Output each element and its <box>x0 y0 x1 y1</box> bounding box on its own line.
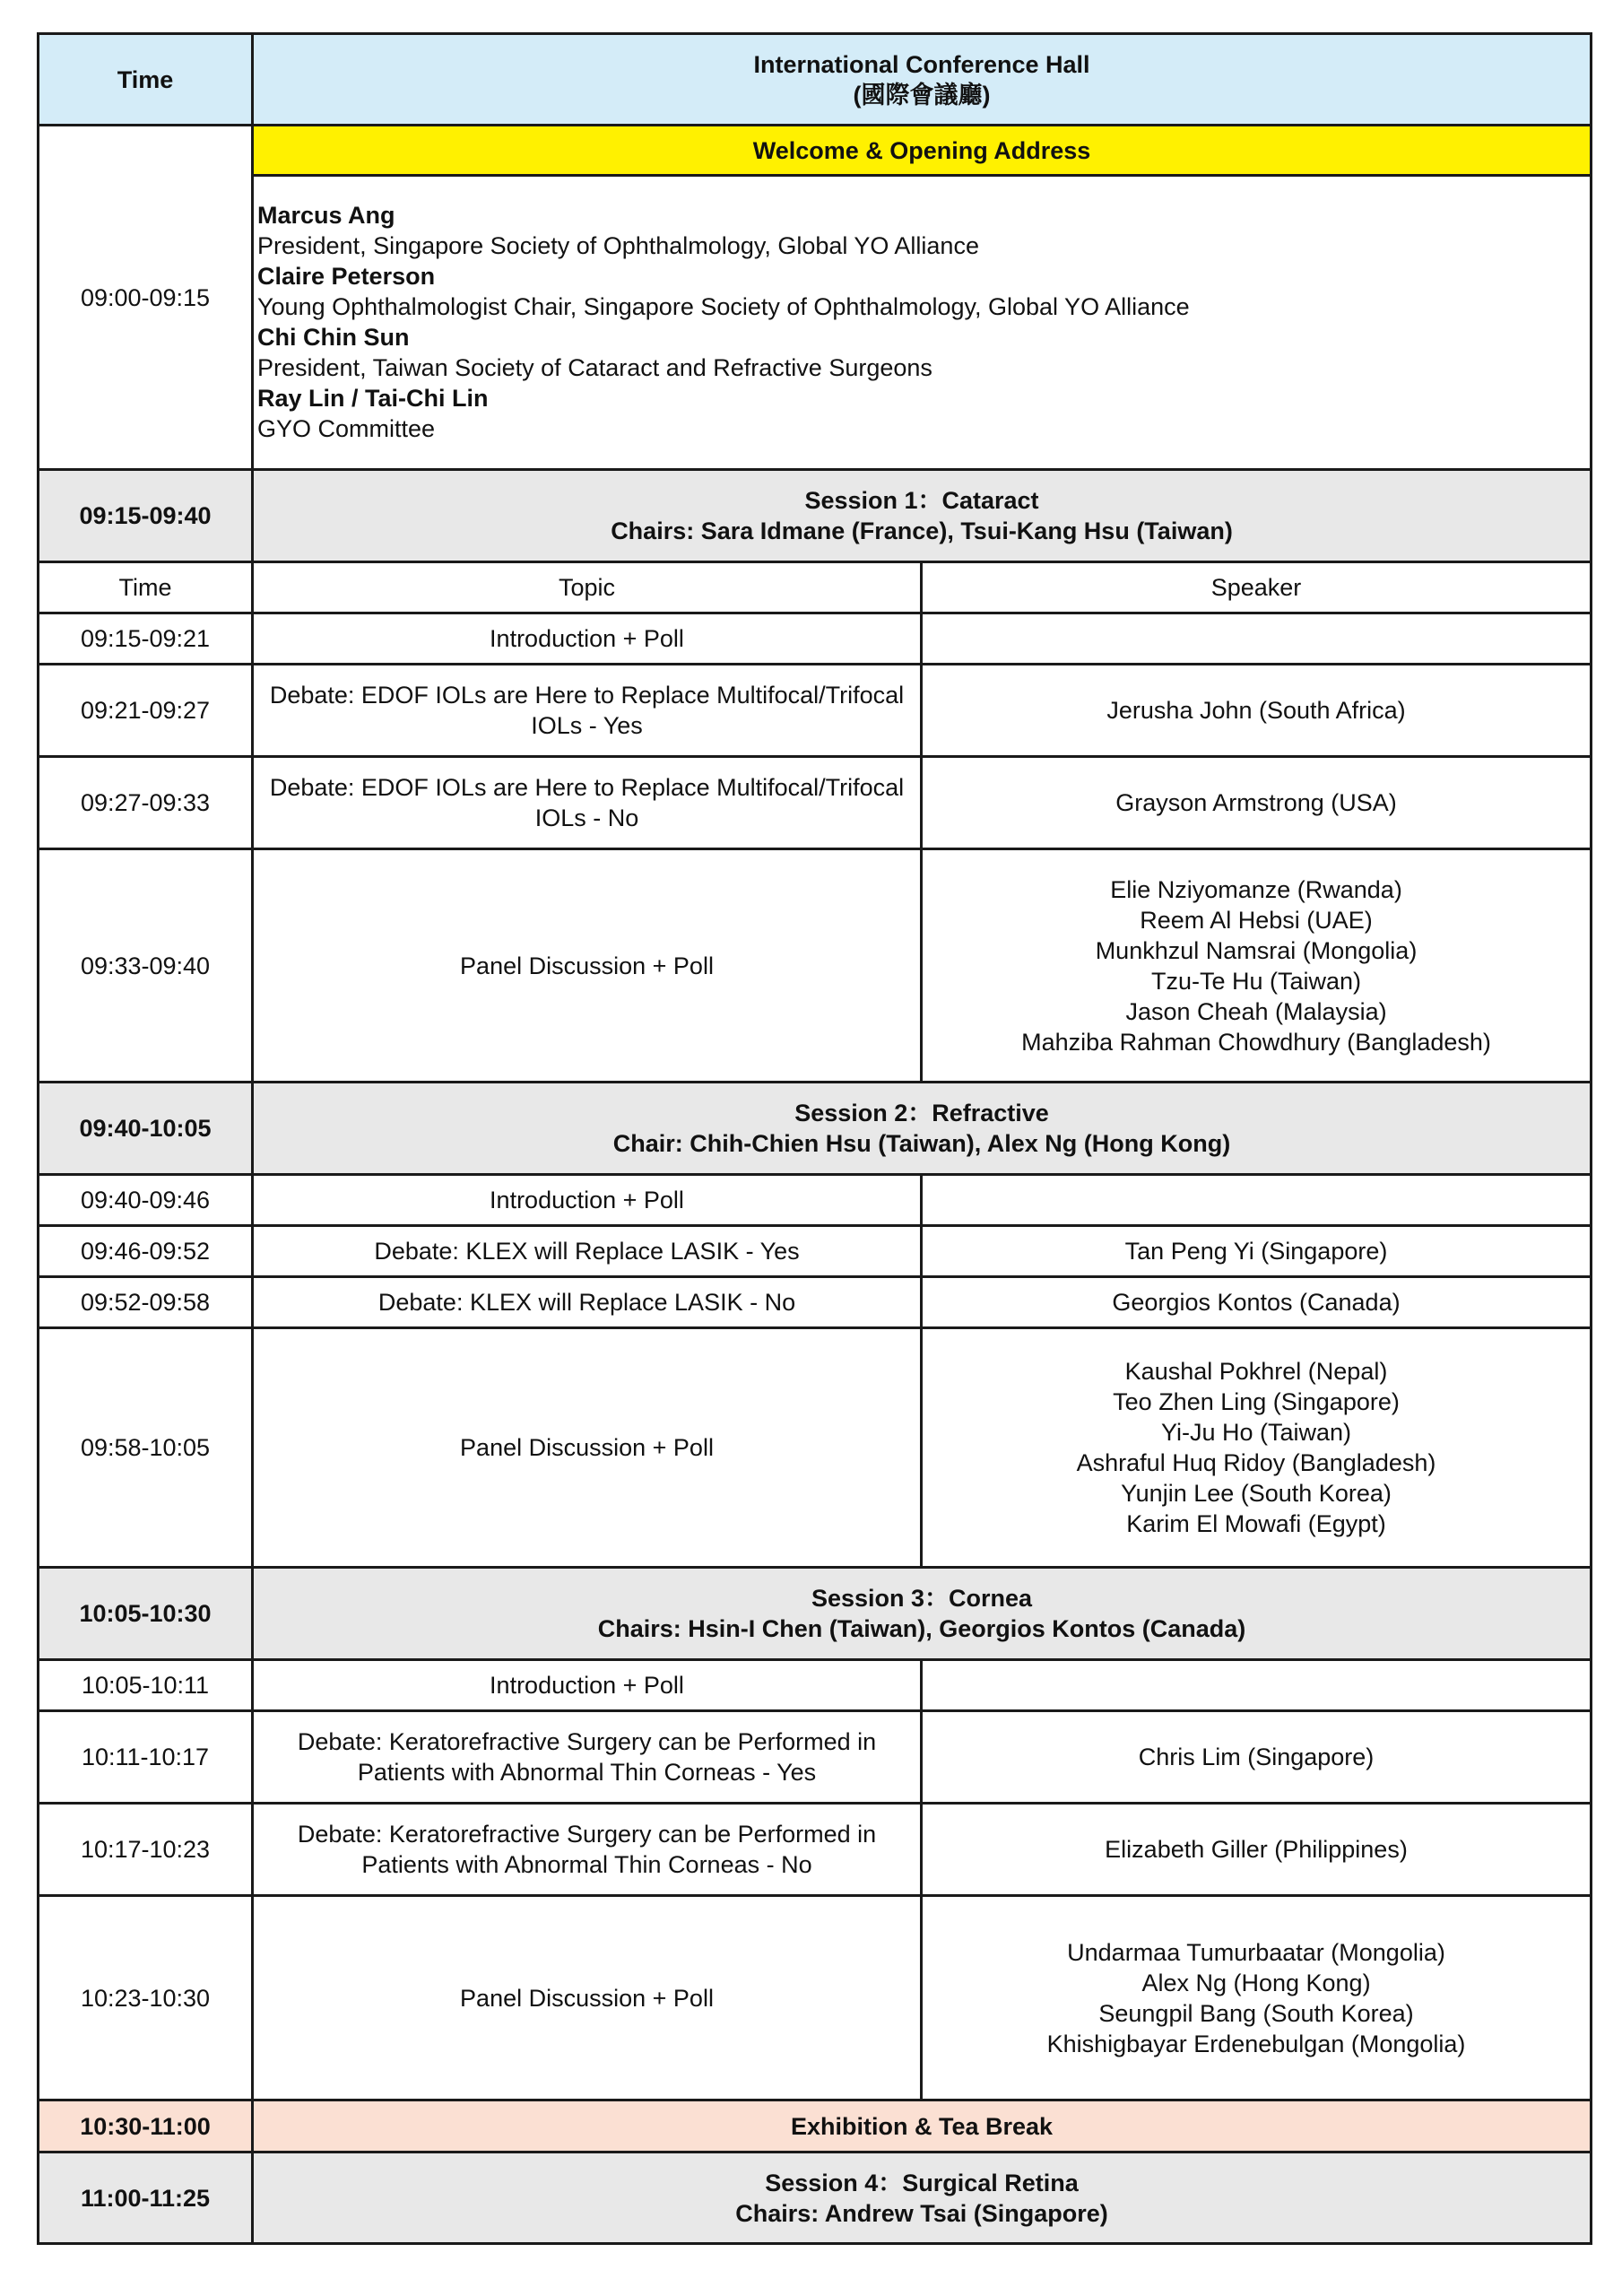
opening-speaker-role: Young Ophthalmologist Chair, Singapore Society of Ophthalmology, Global YO Alliance <box>257 293 1190 320</box>
row-time: 09:40-09:46 <box>39 1175 253 1226</box>
row-speakers: Grayson Armstrong (USA) <box>922 757 1592 849</box>
row-topic-line: Debate: EDOF IOLs are Here to Replace Multifocal/Trifocal <box>269 682 905 709</box>
panelist: Ashraful Huq Ridoy (Bangladesh) <box>1076 1449 1436 1476</box>
session-title-cell <box>253 1083 1592 1175</box>
row-speakers <box>922 1896 1592 2100</box>
row-speakers: Elizabeth Giller (Philippines) <box>922 1804 1592 1896</box>
row-topic-line: Patients with Abnormal Thin Corneas - No <box>361 1851 812 1878</box>
agenda-table <box>37 32 1592 2245</box>
hall-name-chinese: (國際會議廳) <box>853 81 991 109</box>
panelist: Jason Cheah (Malaysia) <box>1125 997 1387 1025</box>
row-time: 10:17-10:23 <box>39 1804 253 1896</box>
hall-title <box>253 34 1592 126</box>
session-time: 10:05-10:30 <box>39 1568 253 1660</box>
row-speakers <box>922 613 1592 665</box>
row-topic-line: Patients with Abnormal Thin Corneas - Yes <box>357 1759 817 1786</box>
column-header-speaker: Speaker <box>922 562 1592 613</box>
panelist: Tzu-Te Hu (Taiwan) <box>1150 967 1362 995</box>
opening-speaker-name: Claire Peterson <box>257 263 436 290</box>
agenda-row <box>39 849 1592 1083</box>
opening-speaker-name: Chi Chin Sun <box>257 324 410 351</box>
agenda-row <box>39 1226 1592 1277</box>
opening-speaker-role: President, Singapore Society of Ophthalmology, Global YO Alliance <box>257 232 979 259</box>
agenda-row <box>39 757 1592 849</box>
row-time: 09:15-09:21 <box>39 613 253 665</box>
row-time: 10:05-10:11 <box>39 1660 253 1711</box>
opening-speakers-row <box>39 176 1592 470</box>
row-speakers <box>922 1175 1592 1226</box>
panelist: Teo Zhen Ling (Singapore) <box>1113 1388 1400 1415</box>
panelist: Yi-Ju Ho (Taiwan) <box>1160 1419 1352 1446</box>
session-chairs: Chairs: Andrew Tsai (Singapore) <box>735 2199 1108 2227</box>
row-speakers: Georgios Kontos (Canada) <box>922 1277 1592 1328</box>
row-speakers <box>922 849 1592 1083</box>
panelist: Karim El Mowafi (Egypt) <box>1126 1510 1386 1537</box>
panelist: Reem Al Hebsi (UAE) <box>1140 906 1373 934</box>
row-topic: Debate: KLEX will Replace LASIK - No <box>253 1277 922 1328</box>
row-time: 09:46-09:52 <box>39 1226 253 1277</box>
agenda-row <box>39 613 1592 665</box>
agenda-row <box>39 1896 1592 2100</box>
session-title-cell <box>253 1568 1592 1660</box>
panelist: Yunjin Lee (South Korea) <box>1121 1480 1392 1507</box>
opening-speaker-role: GYO Committee <box>257 415 436 442</box>
row-speakers: Tan Peng Yi (Singapore) <box>922 1226 1592 1277</box>
panelist: Mahziba Rahman Chowdhury (Bangladesh) <box>1021 1028 1491 1056</box>
agenda-row <box>39 665 1592 757</box>
opening-speakers <box>253 176 1592 470</box>
panelist: Seungpil Bang (South Korea) <box>1098 1999 1414 2027</box>
header-row <box>39 34 1592 126</box>
row-topic-line: Debate: EDOF IOLs are Here to Replace Multifocal/Trifocal <box>269 774 905 801</box>
row-time: 09:58-10:05 <box>39 1328 253 1568</box>
row-time: 09:21-09:27 <box>39 665 253 757</box>
session-title: Session 2：Refractive <box>794 1100 1049 1126</box>
opening-speaker-name: Ray Lin / Tai-Chi Lin <box>257 385 489 412</box>
break-time: 10:30-11:00 <box>39 2100 253 2152</box>
row-time: 10:11-10:17 <box>39 1711 253 1804</box>
header-time: Time <box>39 34 253 126</box>
agenda-row <box>39 1328 1592 1568</box>
agenda-row <box>39 1277 1592 1328</box>
opening-title: Welcome & Opening Address <box>253 126 1592 176</box>
session-title: Session 3：Cornea <box>811 1585 1033 1612</box>
row-topic: Introduction + Poll <box>253 1660 922 1711</box>
opening-title-row <box>39 126 1592 176</box>
session-title-cell <box>253 2152 1592 2244</box>
row-topic: Panel Discussion + Poll <box>253 1328 922 1568</box>
panelist: Elie Nziyomanze (Rwanda) <box>1110 875 1402 903</box>
break-title: Exhibition & Tea Break <box>253 2100 1592 2152</box>
session-time: 09:40-10:05 <box>39 1083 253 1175</box>
session-time: 09:15-09:40 <box>39 470 253 562</box>
row-topic-line: Debate: Keratorefractive Surgery can be Performed in <box>297 1821 877 1848</box>
row-topic-line: Debate: Keratorefractive Surgery can be Performed in <box>297 1728 877 1755</box>
row-speakers: Jerusha John (South Africa) <box>922 665 1592 757</box>
row-time: 09:52-09:58 <box>39 1277 253 1328</box>
row-topic: Introduction + Poll <box>253 1175 922 1226</box>
row-time: 09:27-09:33 <box>39 757 253 849</box>
panelist: Alex Ng (Hong Kong) <box>1141 1969 1371 1996</box>
session-header-row <box>39 1083 1592 1175</box>
opening-time: 09:00-09:15 <box>39 126 253 470</box>
break-row <box>39 2100 1592 2152</box>
row-time: 10:23-10:30 <box>39 1896 253 2100</box>
session-header-row <box>39 470 1592 562</box>
session-header-row <box>39 1568 1592 1660</box>
row-topic <box>253 757 922 849</box>
session-chairs: Chairs: Sara Idmane (France), Tsui-Kang Hsu (Taiwan) <box>611 517 1233 544</box>
agenda-row <box>39 1175 1592 1226</box>
row-speakers <box>922 1660 1592 1711</box>
session-title: Session 1：Cataract <box>804 487 1039 514</box>
row-topic <box>253 1804 922 1896</box>
row-topic: Debate: KLEX will Replace LASIK - Yes <box>253 1226 922 1277</box>
panelist: Kaushal Pokhrel (Nepal) <box>1124 1358 1388 1385</box>
session-time: 11:00-11:25 <box>39 2152 253 2244</box>
row-time: 09:33-09:40 <box>39 849 253 1083</box>
column-header-topic: Topic <box>253 562 922 613</box>
row-topic: Panel Discussion + Poll <box>253 1896 922 2100</box>
agenda-row <box>39 1804 1592 1896</box>
session-chairs: Chairs: Hsin-I Chen (Taiwan), Georgios Kontos (Canada) <box>597 1615 1246 1642</box>
agenda-row <box>39 1660 1592 1711</box>
row-topic: Introduction + Poll <box>253 613 922 665</box>
agenda-row <box>39 1711 1592 1804</box>
panelist: Munkhzul Namsrai (Mongolia) <box>1095 936 1418 964</box>
row-topic <box>253 1711 922 1804</box>
row-topic-line: IOLs - No <box>534 804 639 831</box>
panelist: Undarmaa Tumurbaatar (Mongolia) <box>1067 1938 1445 1966</box>
session-title: Session 4：Surgical Retina <box>765 2169 1079 2196</box>
row-speakers: Chris Lim (Singapore) <box>922 1711 1592 1804</box>
session-header-row <box>39 2152 1592 2244</box>
row-speakers <box>922 1328 1592 1568</box>
column-header-time: Time <box>39 562 253 613</box>
session-title-cell <box>253 470 1592 562</box>
row-topic: Panel Discussion + Poll <box>253 849 922 1083</box>
row-topic-line: IOLs - Yes <box>531 712 643 739</box>
opening-speaker-name: Marcus Ang <box>257 202 395 229</box>
hall-name: International Conference Hall <box>753 50 1090 78</box>
panelist: Khishigbayar Erdenebulgan (Mongolia) <box>1046 2030 1466 2057</box>
session-chairs: Chair: Chih-Chien Hsu (Taiwan), Alex Ng (Hong Kong) <box>612 1130 1231 1157</box>
column-header-row <box>39 562 1592 613</box>
opening-speaker-role: President, Taiwan Society of Cataract and Refractive Surgeons <box>257 354 932 381</box>
row-topic <box>253 665 922 757</box>
